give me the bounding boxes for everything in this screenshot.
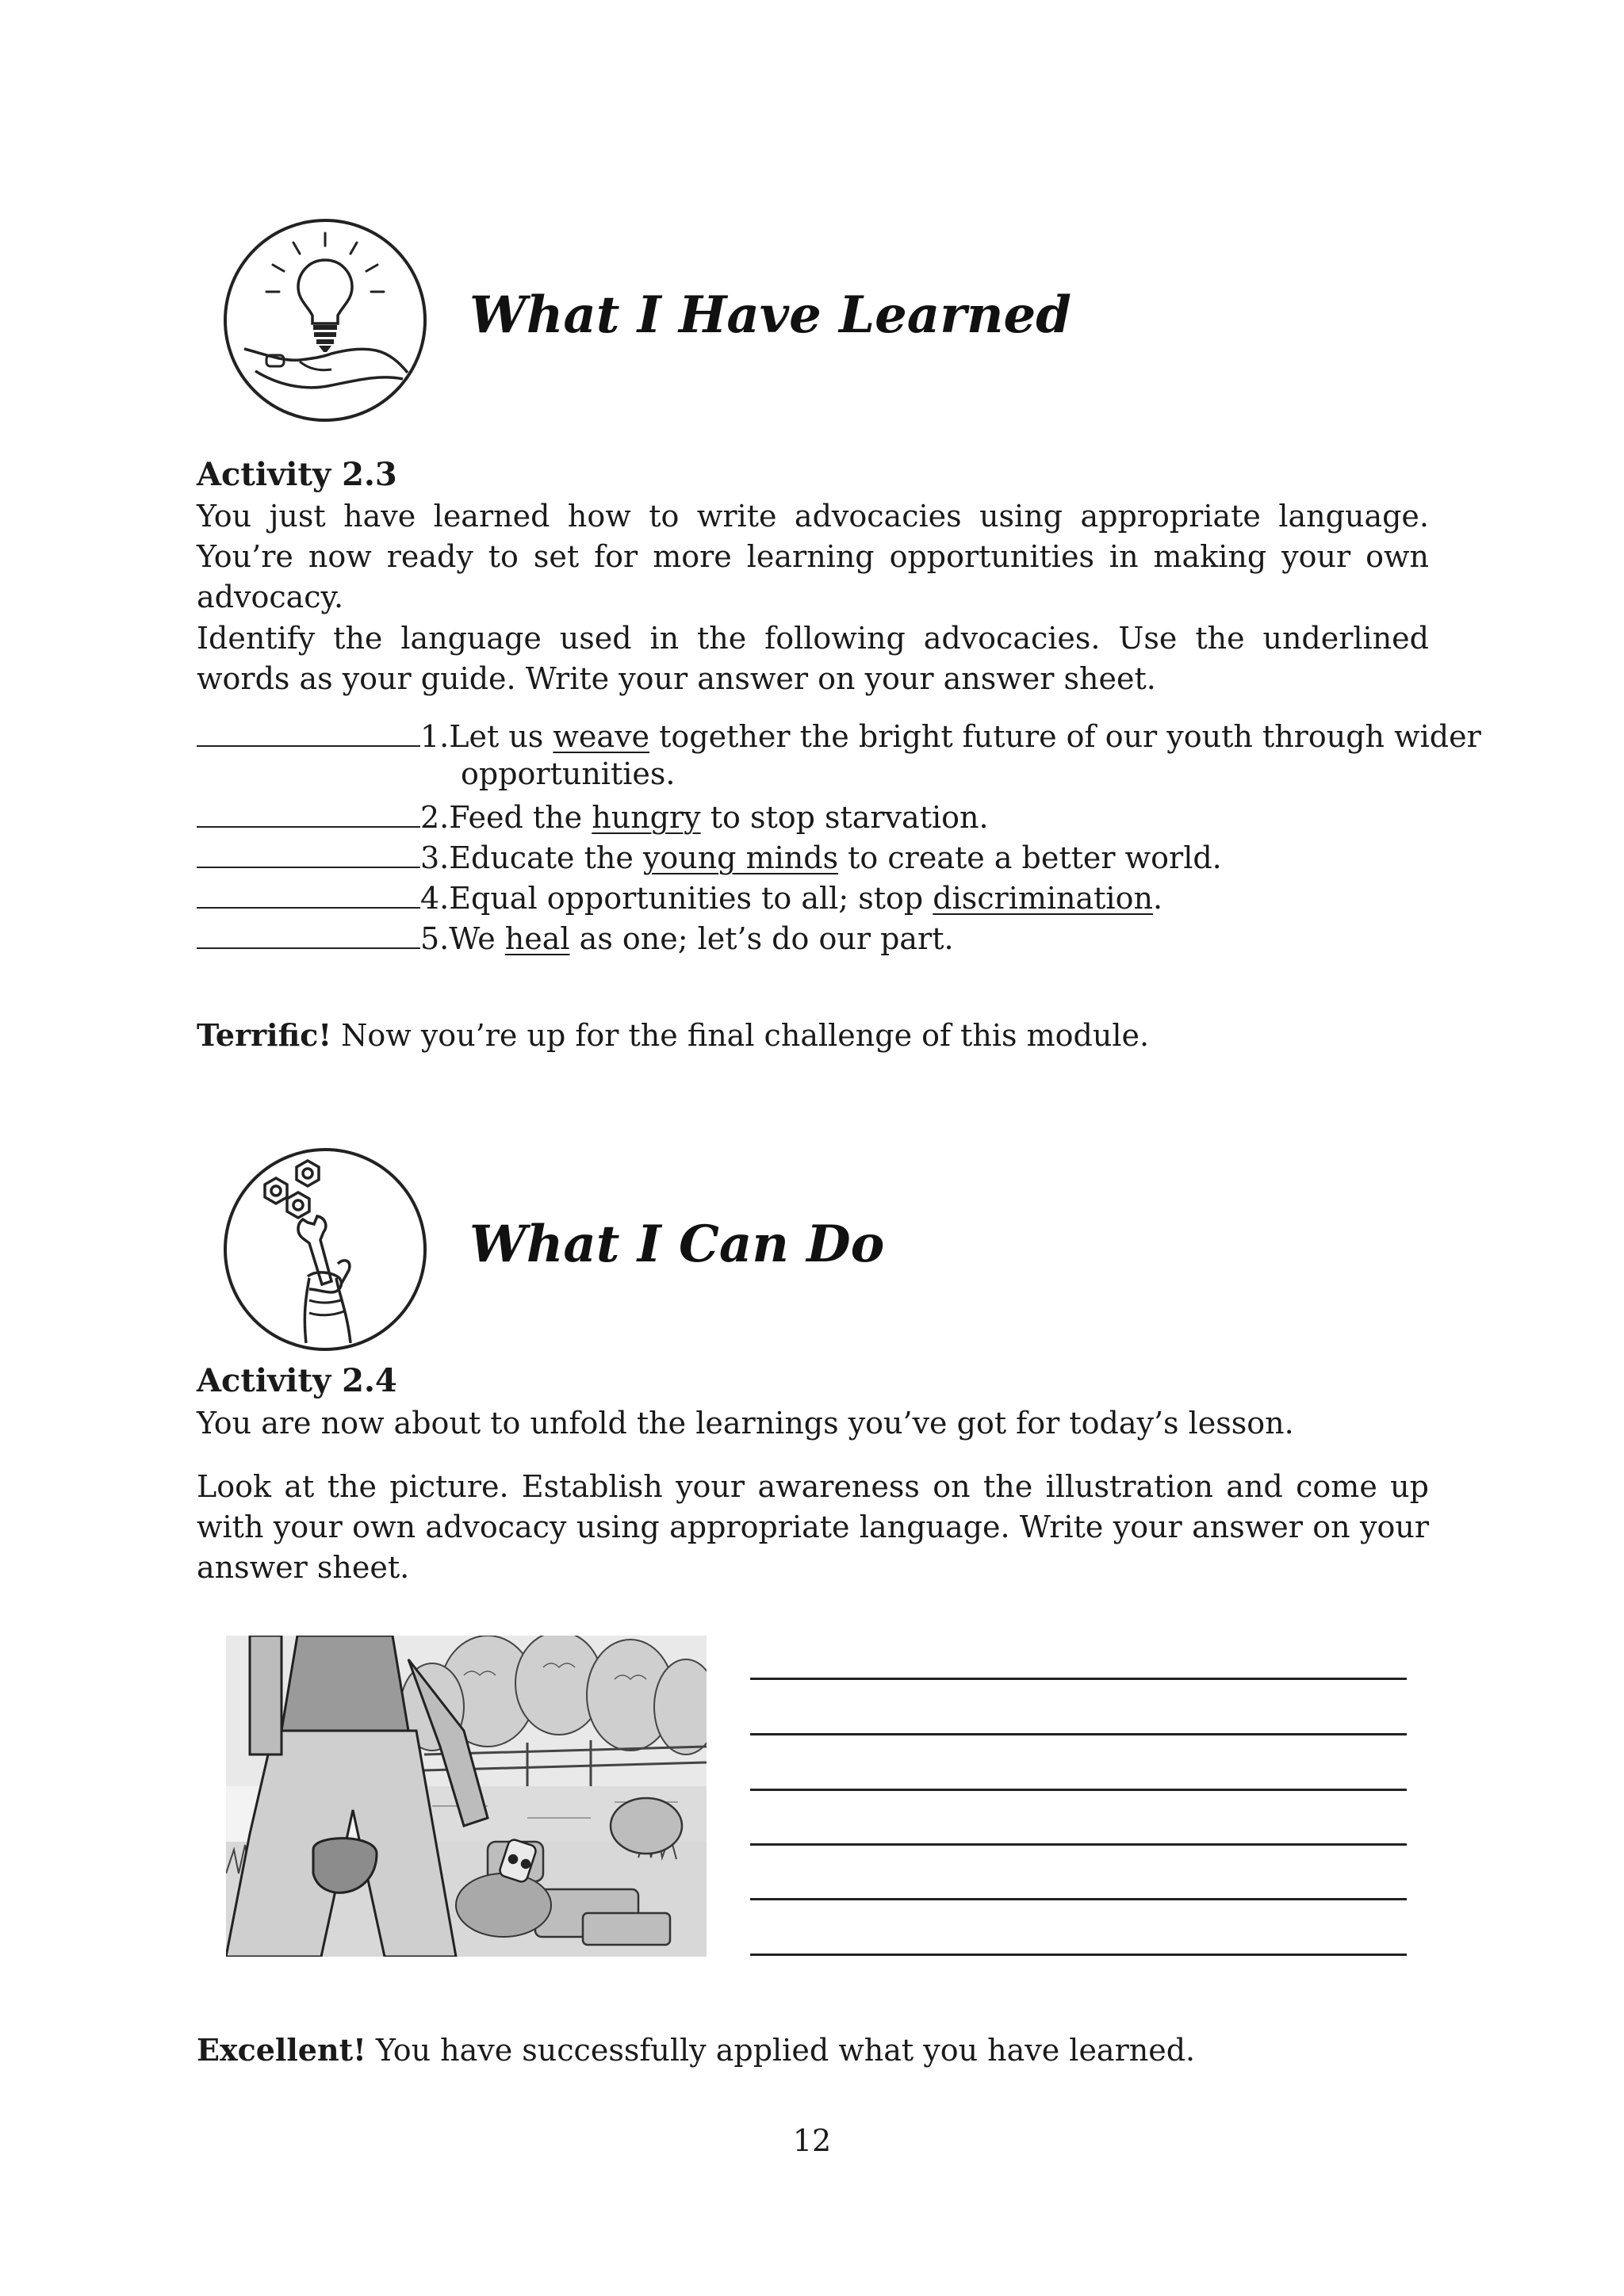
list-item: 1.Let us weave together the bright future of our youth through wider <box>197 714 1481 757</box>
answer-blank[interactable] <box>197 714 420 747</box>
wrench-hand-icon <box>220 1145 430 1354</box>
answer-line[interactable] <box>750 1954 1407 1956</box>
section-heading-can-do: What I Can Do <box>469 1215 885 1274</box>
closing-terrific: Terrific! Now you’re up for the final challenge of this module. <box>197 1017 1150 1053</box>
answer-line[interactable] <box>750 1789 1407 1791</box>
activity-2-4-intro: You are now about to unfold the learnings you’ve got for today’s lesson. <box>197 1406 1294 1441</box>
activity-2-3-instructions: Identify the language used in the following advocacies. Use the underlined words as your guide. Write your answer on your answer sheet. <box>197 621 1429 696</box>
underlined-word: hungry <box>592 800 701 835</box>
activity-2-4-instructions: Look at the picture. Establish your awareness on the illustration and come up with your own advocacy using appropriate language. Write your answer on your answer sheet. <box>197 1469 1429 1585</box>
activity-2-3-intro: You just have learned how to write advocacies using appropriate language. You’re now ready to set for more learning opportunities in making your own advocacy. <box>197 499 1429 614</box>
activity-label-2-3: Activity 2.3 <box>197 456 397 493</box>
page-number: 12 <box>792 2123 832 2158</box>
underlined-word: heal <box>504 921 570 956</box>
answer-blank[interactable] <box>197 794 420 828</box>
advocacy-illustration <box>226 1636 707 1957</box>
list-item: 2.Feed the hungry to stop starvation. <box>197 794 989 838</box>
answer-blank[interactable] <box>197 835 420 868</box>
section-heading-learned: What I Have Learned <box>469 285 1071 345</box>
answer-line[interactable] <box>750 1733 1407 1735</box>
list-item: 4.Equal opportunities to all; stop discrimination. <box>197 875 1162 919</box>
activity-label-2-4: Activity 2.4 <box>197 1362 397 1399</box>
answer-blank[interactable] <box>197 916 420 949</box>
answer-blank[interactable] <box>197 875 420 909</box>
answer-line[interactable] <box>750 1678 1407 1680</box>
underlined-word: discrimination <box>933 881 1153 916</box>
answer-line[interactable] <box>750 1898 1407 1900</box>
answer-line[interactable] <box>750 1843 1407 1846</box>
closing-excellent: Excellent! You have successfully applied what you have learned. <box>197 2032 1196 2068</box>
list-item: 5.We heal as one; let’s do our part. <box>197 916 954 959</box>
lightbulb-hand-icon <box>220 216 430 425</box>
list-item: 3.Educate the young minds to create a better world. <box>197 835 1222 878</box>
underlined-word: young minds <box>642 840 839 875</box>
list-item-continuation: opportunities. <box>461 756 676 791</box>
underlined-word: weave <box>553 719 650 754</box>
